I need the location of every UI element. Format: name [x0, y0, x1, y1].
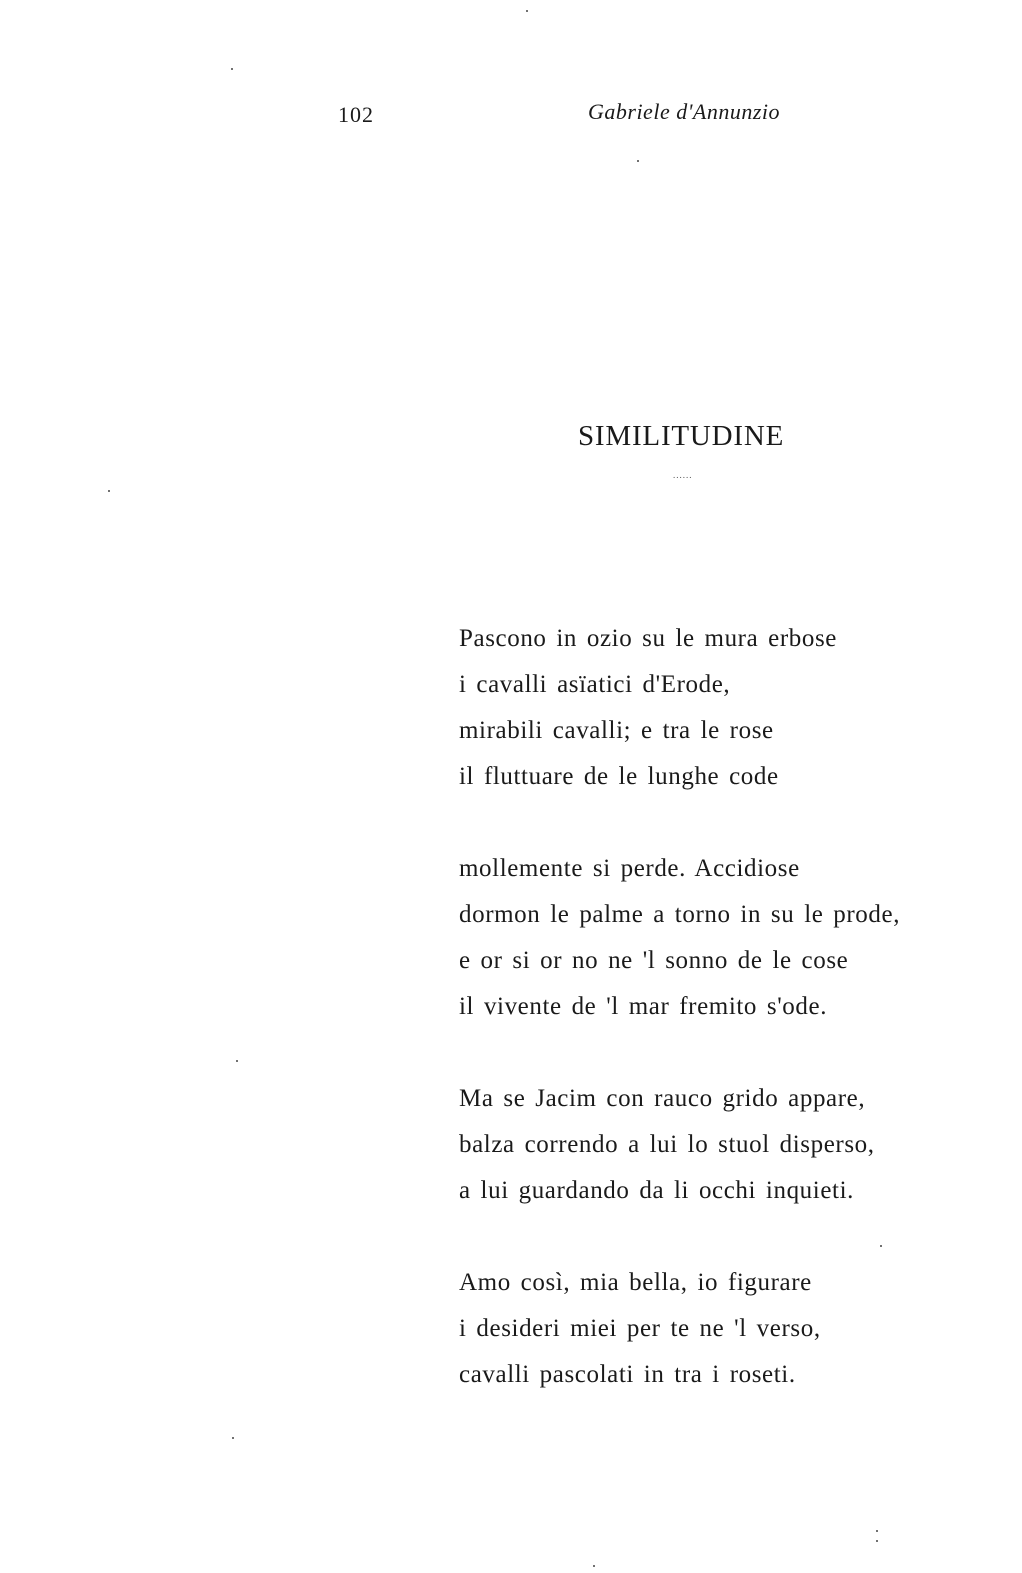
- poem-line: Ma se Jacim con rauco grido appare,: [459, 1085, 866, 1112]
- poem-line: balza correndo a lui lo stuol disperso,: [459, 1131, 875, 1158]
- poem-line: mirabili cavalli; e tra le rose: [459, 717, 774, 744]
- scan-speck: [231, 68, 233, 70]
- poem-body: [459, 616, 999, 1444]
- scan-speck: [876, 1540, 878, 1542]
- stanza-2: [459, 846, 999, 1030]
- running-head: Gabriele d'Annunzio: [588, 99, 781, 124]
- poem-line: e or si or no ne 'l sonno de le cose: [459, 947, 849, 974]
- poem-line: mollemente si perde. Accidiose: [459, 855, 800, 882]
- title-ornament: ......: [673, 470, 693, 480]
- scan-speck: [526, 10, 528, 12]
- scan-speck: [876, 1530, 878, 1532]
- poem-line: Pascono in ozio su le mura erbose: [459, 625, 837, 652]
- poem-line: i desideri miei per te ne 'l verso,: [459, 1315, 821, 1342]
- poem-line: a lui guardando da li occhi inquieti.: [459, 1177, 854, 1204]
- stanza-4: [459, 1260, 999, 1398]
- poem-line: dormon le palme a torno in su le prode,: [459, 901, 901, 928]
- poem-line: il vivente de 'l mar fremito s'ode.: [459, 993, 828, 1020]
- stanza-3: [459, 1076, 999, 1214]
- poem-line: i cavalli asïatici d'Erode,: [459, 671, 731, 698]
- poem-line: cavalli pascolati in tra i roseti.: [459, 1361, 796, 1388]
- stanza-1: [459, 616, 999, 800]
- scan-speck: [108, 490, 110, 492]
- scan-speck: [593, 1565, 595, 1567]
- scan-speck: [880, 1245, 882, 1247]
- scan-speck: [236, 1060, 238, 1062]
- scan-speck: [232, 1437, 234, 1439]
- scan-speck: [637, 160, 639, 162]
- page-number: 102: [338, 102, 374, 127]
- poem-line: il fluttuare de le lunghe code: [459, 763, 779, 790]
- poem-line: Amo così, mia bella, io figurare: [459, 1269, 812, 1296]
- poem-title: SIMILITUDINE: [578, 420, 785, 452]
